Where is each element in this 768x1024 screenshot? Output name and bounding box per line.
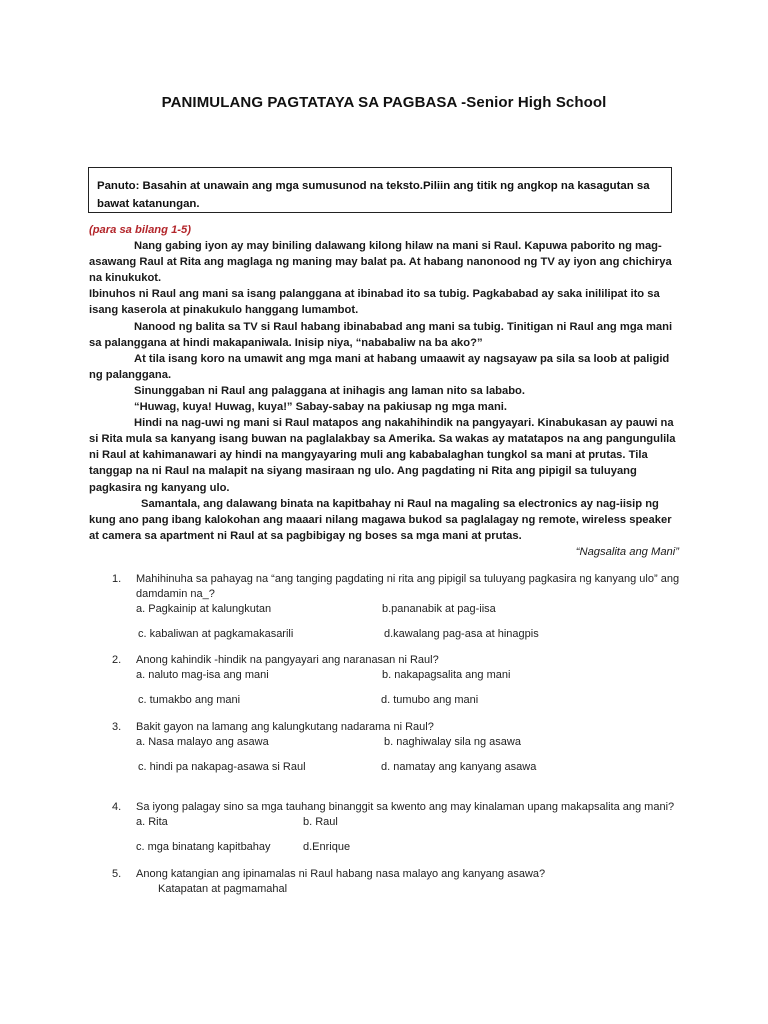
option-b[interactable]: b. naghiwalay sila ng asawa [384, 736, 521, 748]
option-a[interactable]: a. Nasa malayo ang asawa [136, 736, 269, 748]
question-number: 1. [112, 573, 122, 585]
option-c[interactable]: c. mga binatang kapitbahay [136, 841, 271, 853]
question-item [112, 800, 692, 855]
option-a[interactable]: a. naluto mag-isa ang mani [136, 669, 269, 681]
passage-paragraph: Sinunggaban ni Raul ang palaggana at inihagis ang laman nito sa lababo. [134, 384, 525, 397]
options-row [136, 735, 692, 750]
question-item [112, 720, 692, 775]
passage-paragraph: Nang gabing iyon ay may biniling dalawang kilong hilaw na mani si Raul. Kapuwa paborito ng mag-asawang Raul at Rita ang maglaga ng maning may balat pa. At habang nanonood ng TV ay iyon ang chichirya na kinukukot. [89, 240, 672, 285]
option-b[interactable]: b. Raul [303, 816, 338, 828]
option-d[interactable]: d.Enrique [303, 841, 351, 853]
instruction-box: Panuto: Basahin at unawain ang mga sumusunod na teksto.Piliin ang titik ng angkop na kasagutan sa bawat katanungan. [88, 167, 672, 213]
emphasized-text: pagkasira ng [89, 481, 159, 494]
question-text: Mahihinuha sa pahayag na “ang tanging pagdating ni rita ang pipigil sa tuluyang pagkasira ng kanyang ulo” ang damdamin na_? [136, 573, 680, 600]
option-d[interactable]: d. tumubo ang mani [381, 694, 479, 706]
passage-paragraph: “Huwag, kuya! Huwag, kuya!” Sabay-sabay na pakiusap ng mga mani. [134, 401, 508, 414]
question-text: Anong kahindik -hindik na pangyayari ang naranasan ni Raul? [136, 654, 439, 666]
question-list [112, 572, 692, 897]
passage-source: “Nagsalita ang Mani” [575, 545, 679, 558]
question-item [112, 572, 692, 642]
question-number: 2. [112, 654, 122, 666]
options-row [136, 693, 692, 708]
passage-paragraph: Nanood ng balita sa TV si Raul habang ibinababad ang mani sa tubig. Tinitigan ni Raul ang mga mani sa palanggana at hindi makapaniwala. Inisip niya, “nababaliw na ba ako?” [89, 320, 673, 349]
question-number: 4. [112, 801, 122, 813]
passage-paragraph: Ibinuhos ni Raul ang mani sa isang palanggana at ibinabad ito sa tubig. Pagkababad ay saka inililipat ito sa isang kaserola at pinakukulo hanggang lumambot. [89, 288, 660, 317]
question-text: Anong katangian ang ipinamalas ni Raul habang nasa malayo ang kanyang asawa? [136, 868, 546, 880]
question-text: Bakit gayon na lamang ang kalungkutang nadarama ni Raul? [136, 721, 434, 733]
question-item [112, 653, 692, 708]
option-d[interactable]: d.kawalang pag-asa at hinagpis [384, 628, 539, 640]
answer-text: Katapatan at pagmamahal [158, 883, 288, 895]
passage-note: (para sa bilang 1-5) [89, 224, 191, 236]
options-row [136, 668, 692, 683]
question-text: Sa iyong palagay sino sa mga tauhang binanggit sa kwento ang may kinalaman upang makapsalita ang mani? [136, 801, 675, 813]
question-item [112, 867, 692, 897]
passage-paragraph: Samantala, ang dalawang binata na kapitbahay ni Raul na magaling sa electronics ay nag-iisip ng kung ano pang ibang kalokohan ang maaari nilang magawa bukod sa paglalagay ng remote, wireless speaker at camera sa apartment ni Raul at sa pagbibigay ng boses sa mga mani at prutas. [89, 497, 672, 542]
option-c[interactable]: c. hindi pa nakapag-asawa si Raul [138, 761, 306, 773]
option-d[interactable]: d. namatay ang kanyang asawa [381, 761, 537, 773]
option-c[interactable]: c. tumakbo ang mani [138, 694, 241, 706]
reading-passage [89, 222, 684, 560]
option-b[interactable]: b.pananabik at pag-iisa [382, 603, 496, 615]
option-b[interactable]: b. nakapagsalita ang mani [382, 669, 511, 681]
options-row [136, 840, 692, 855]
option-a[interactable]: a. Rita [136, 816, 168, 828]
passage-paragraph: At tila isang koro na umawit ang mga mani at habang umaawit ay nagsayaw pa sila sa loob at paligid ng palanggana. [89, 352, 670, 381]
passage-text: Hindi na nag-uwi ng mani si Raul matapos ang nakahihindik na pangyayari. Kinabukasan ay pauwi na si Rita mula sa kanyang isang buwan na paglalakbay sa Amerika. Sa wakas ay matatapos na ang pangungulila ni Raul at kahimanawari ay hindi na mangyayaring muli ang kababalaghan tungkol sa mani at prutas. Tila tanggap na ni Raul na malapit na siyang masiraan ng ulo. Ang pagdating ni Rita ang pipigil sa tuluyang [89, 417, 676, 478]
passage-paragraph [89, 415, 684, 495]
page-title: PANIMULANG PAGTATAYA SA PAGBASA -Senior High School [161, 94, 607, 111]
option-c[interactable]: c. kabaliwan at pagkamakasarili [138, 628, 294, 640]
question-number: 5. [112, 868, 122, 880]
passage-text: kanyang ulo. [158, 481, 230, 494]
options-row [136, 760, 692, 775]
option-a[interactable]: a. Pagkainip at kalungkutan [136, 603, 272, 615]
options-row [136, 815, 692, 830]
options-row [136, 627, 692, 642]
question-number: 3. [112, 721, 122, 733]
options-row [136, 602, 692, 617]
